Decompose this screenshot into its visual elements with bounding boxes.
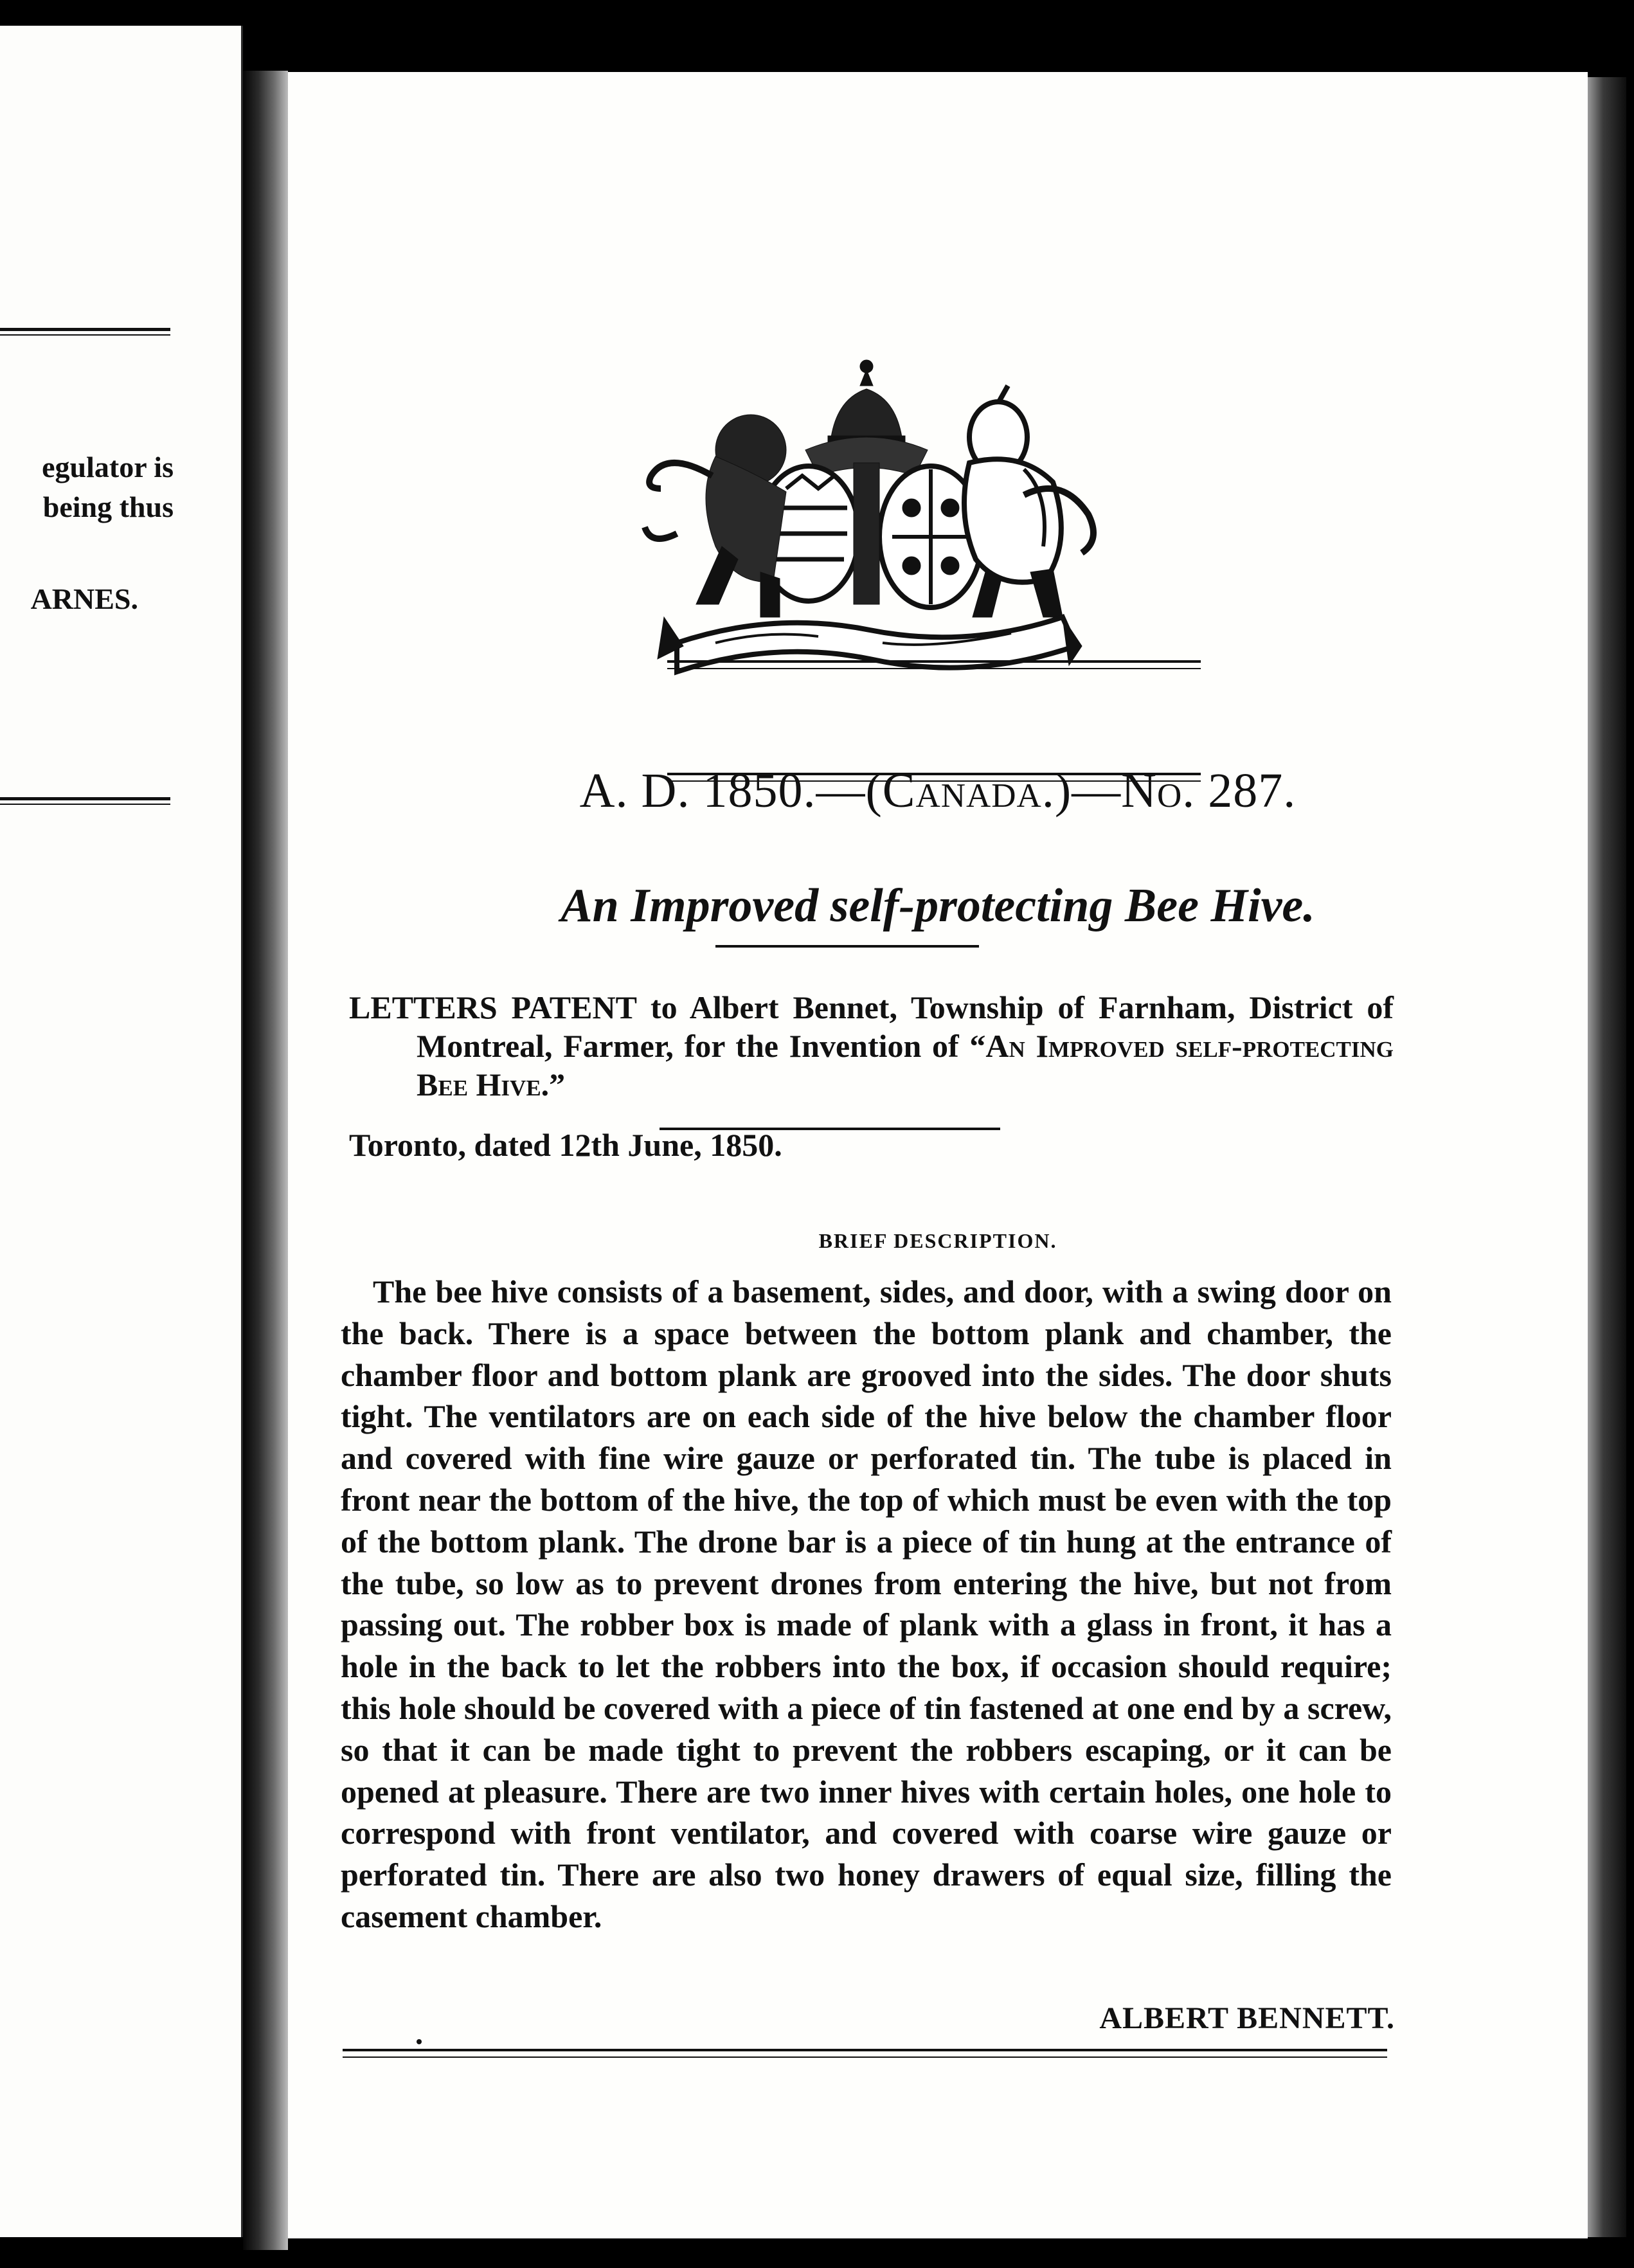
rule-below-heading xyxy=(667,773,1201,782)
page-edge-shadow xyxy=(1588,77,1626,2237)
description-paragraph: The bee hive consists of a basement, sides, and door, with a swing door on the back. There is a space between the bottom plank and chamber, the chamber floor and bottom plank are grooved into the sides. The door shuts tight. The ventilators are on each side of the hive below the chamber floor and covered with fine wire gauze or perforated tin. The tube is placed in front near the bottom of the hive, the top of which must be even with the top of the bottom plank. The drone bar is a piece of tin hung at the entrance of the tube, so low as to prevent drones from entering the hive, but not from passing out. The robber box is made of plank with a glass in front, it has a hole in the back to let the robbers into the box, if occasion should require; this hole should be covered with a piece of tin fastened at one end by a screw, so that it can be made tight to prevent the robbers escaping, or it can be opened at pleasure. There are two inner hives with certain holes, one hole to correspond with front ventilator, and covered with coarse wire gauze or perforated tin. There are also two honey drawers of equal size, filling the casement chamber. xyxy=(341,1274,1392,1934)
rule-bottom xyxy=(343,2049,1387,2058)
section-heading: BRIEF DESCRIPTION. xyxy=(818,1229,1057,1252)
left-page-line-3: ARNES. xyxy=(30,582,138,615)
grant-text-1: to Albert Bennet, Township of Farnham, District of Montreal, Farmer, for the Invention of “ xyxy=(417,989,1394,1064)
heading-dash-2: — xyxy=(1072,764,1122,818)
rule-above-heading xyxy=(667,660,1201,669)
grant-text-block xyxy=(349,988,1394,1104)
heading-year: A. D. 1850. xyxy=(579,764,816,818)
book-gutter xyxy=(243,71,288,2250)
letters-patent-paragraph xyxy=(349,988,1394,1104)
heading-dash-1: — xyxy=(816,764,866,818)
signature: ALBERT BENNETT. xyxy=(1099,2001,1395,2035)
left-page-rule-bottom xyxy=(0,797,170,805)
grant-text-2: ” xyxy=(549,1066,566,1102)
stray-mark xyxy=(417,2039,422,2044)
grant-invention-name: An Improved self-protecting Bee Hive. xyxy=(417,1028,1394,1102)
heading-jurisdiction: (Canada.) xyxy=(865,764,1072,818)
grant-lead: LETTERS PATENT xyxy=(349,989,637,1025)
rule-above-description xyxy=(660,1128,1000,1130)
left-page-rule-top xyxy=(0,328,170,336)
patent-heading xyxy=(288,763,1588,819)
invention-title: An Improved self-protecting Bee Hive. xyxy=(561,879,1315,932)
rule-below-title xyxy=(715,945,979,948)
royal-coat-of-arms-icon xyxy=(638,341,1101,707)
previous-page-fragment xyxy=(0,26,243,2237)
patent-dateline: Toronto, dated 12th June, 1850. xyxy=(349,1127,782,1163)
left-page-line-2: being thus xyxy=(42,491,174,523)
patent-page xyxy=(288,72,1588,2238)
left-page-line-1: egulator is xyxy=(42,451,174,483)
heading-patent-number: No. 287. xyxy=(1121,764,1297,818)
